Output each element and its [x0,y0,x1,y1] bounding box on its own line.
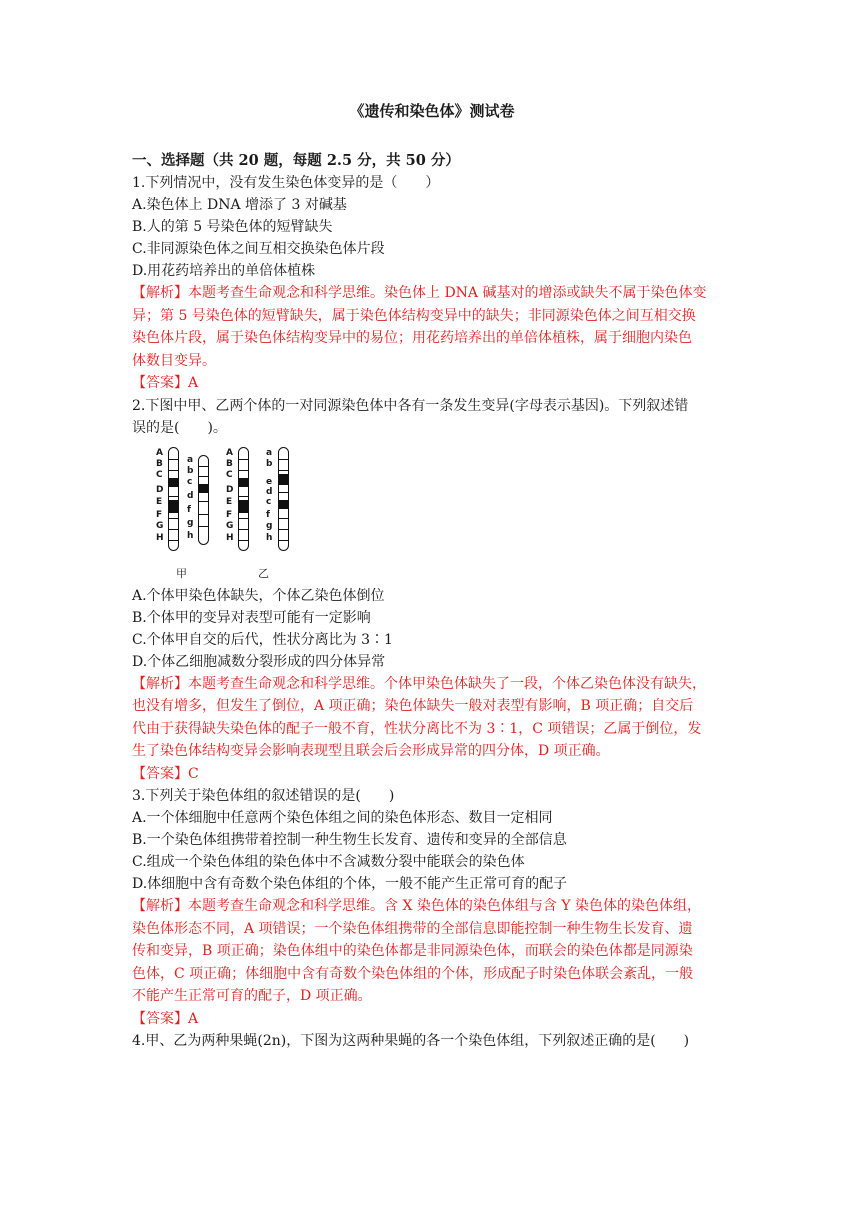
analysis-line: 生了染色体结构变异会影响表现型且联会后会形成异常的四分体，D 项正确。 [132,743,610,759]
analysis-line: 传和变异，B 项正确；染色体组中的染色体都是非同源染色体，而联会的染色体都是同源染 [132,943,693,959]
analysis-line: 【解析】本题考查生命观念和科学思维。染色体上 DNA 碱基对的增添或缺失不属于染色体变 [132,285,707,301]
gene-label: H [226,532,234,543]
label-jia: 甲 [176,566,187,580]
gene-label: e [266,476,273,487]
answer: 【答案】A [132,1010,199,1027]
gene-label: f [266,509,270,520]
analysis-line: 体数目变异。 [132,352,216,369]
chromosome-jia-deletion [198,455,209,545]
gene-label: A [156,447,163,458]
question-3 [132,785,732,1030]
question-stem-cont: 误的是( )。 [132,419,227,436]
option-a: A.染色体上 DNA 增添了 3 对碱基 [132,197,347,213]
gene-label: E [226,496,233,507]
gene-label: a [266,447,273,458]
gene-label: G [226,520,234,531]
analysis-line: 也没有增多，但发生了倒位，A 项正确；染色体缺失一般对表型有影响，B 项正确；自交后 [132,698,694,714]
gene-label: C [226,469,233,480]
option-c: C.非同源染色体之间互相交换染色体片段 [132,241,385,257]
gene-label: h [266,532,273,543]
option-d: D.个体乙细胞减数分裂形成的四分体异常 [132,653,386,670]
question-stem: 4.甲、乙为两种果蝇(2n)，下图为这两种果蝇的各一个染色体组，下列叙述正确的是( ) [132,1033,690,1049]
gene-label: g [187,517,194,528]
chromosome-jia-normal [168,447,179,551]
chromosome-figure [154,441,732,583]
label-yi: 乙 [258,566,269,580]
gene-label: d [266,486,273,497]
gene-label: E [156,496,163,507]
gene-label: b [266,458,273,469]
answer: 【答案】C [132,765,199,782]
gene-label: c [187,476,193,487]
question-4 [132,1030,732,1052]
gene-label: f [187,504,191,515]
option-b: B.人的第 5 号染色体的短臂缺失 [132,219,333,235]
analysis-line: 异；第 5 号染色体的短臂缺失，属于染色体结构变异中的缺失；非同源染色体之间互相交换 [132,307,696,324]
option-b: B.一个染色体组携带着控制一种生物生长发育、遗传和变异的全部信息 [132,832,567,848]
gene-label: G [156,520,164,531]
gene-label: g [266,520,273,531]
option-c: C.组成一个染色体组的染色体中不含减数分裂中能联会的染色体 [132,854,525,870]
gene-label: C [156,469,163,480]
gene-label: H [156,532,164,543]
gene-label: D [156,484,164,495]
option-a: A.一个体细胞中任意两个染色体组之间的染色体形态、数目一定相同 [132,810,553,826]
gene-label: F [226,509,233,520]
page-title: 《遗传和染色体》测试卷 [349,102,515,120]
option-b: B.个体甲的变异对表型可能有一定影响 [132,609,371,626]
question-stem: 1.下列情况中，没有发生染色体变异的是（ ） [132,175,440,191]
gene-label: c [266,496,272,507]
gene-label: h [187,530,194,541]
gene-label: D [226,484,234,495]
question-stem: 2.下图中甲、乙两个体的一对同源染色体中各有一条发生变异(字母表示基因)。下列叙述错 [132,397,689,414]
question-2 [132,395,732,786]
gene-label: d [187,490,194,501]
gene-label: B [226,458,233,469]
answer: 【答案】A [132,375,199,391]
analysis-line: 色体，C 项正确；体细胞中含有奇数个染色体组的个体，形成配子时染色体联会紊乱，一般 [132,965,694,982]
option-a: A.个体甲染色体缺失，个体乙染色体倒位 [132,587,385,604]
section-heading: 一、选择题（共 20 题，每题 2.5 分，共 50 分） [132,152,460,169]
document-page [132,100,732,1052]
option-d: D.体细胞中含有奇数个染色体组的个体，一般不能产生正常可育的配子 [132,876,568,892]
chromosome-yi-inversion [278,447,289,551]
analysis-line: 代由于获得缺失染色体的配子一般不育，性状分离比不为 3∶1，C 项错误；乙属于倒位，发 [132,720,702,737]
analysis-line: 染色体片段，属于染色体结构变异中的易位；用花药培养出的单倍体植株，属于细胞内染色 [132,330,692,346]
gene-label: a [187,454,194,465]
analysis-line: 不能产生正常可育的配子，D 项正确。 [132,988,372,1004]
gene-label: A [226,447,233,458]
chromosome-yi-normal [238,447,249,551]
question-stem: 3.下列关于染色体组的叙述错误的是( ) [132,788,395,804]
option-c: C.个体甲自交的后代，性状分离比为 3∶1 [132,631,393,648]
option-d: D.用花药培养出的单倍体植株 [132,263,316,279]
gene-label: b [187,465,194,476]
gene-label: B [156,458,163,469]
analysis-line: 【解析】本题考查生命观念和科学思维。个体甲染色体缺失了一段，个体乙染色体没有缺失， [132,675,706,692]
gene-label: F [156,509,163,520]
analysis-line: 【解析】本题考查生命观念和科学思维。含 X 染色体的染色体组与含 Y 染色体的染色体组， [132,898,702,914]
analysis-line: 染色体形态不同，A 项错误；一个染色体组携带的全部信息即能控制一种生物生长发育、遗 [132,920,693,937]
question-1 [132,172,732,395]
